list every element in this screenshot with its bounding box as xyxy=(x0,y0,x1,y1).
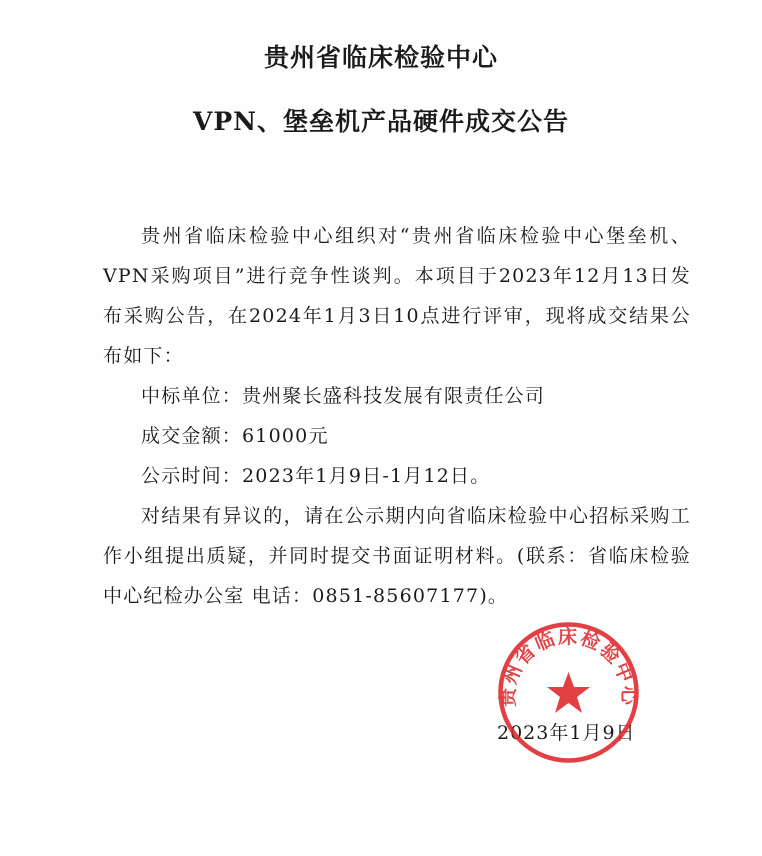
issue-date: 2023年1月9日 xyxy=(497,722,636,744)
objection-paragraph: 对结果有异议的，请在公示期内向省临床检验中心招标采购工作小组提出质疑，并同时提交书面证明材料。(联系：省临床检验中心纪检办公室 电话：0851-85607177)。 xyxy=(103,505,691,607)
star-icon xyxy=(547,672,590,713)
intro-paragraph: 贵州省临床检验中心组织对“贵州省临床检验中心堡垒机、VPN采购项目”进行竞争性谈判。本项目于2023年12月13日发布采购公告，在2024年1月3日10点进行评审，现将成交结果公布如下： xyxy=(103,225,691,367)
org-title: 贵州省临床检验中心 xyxy=(263,43,498,72)
winner-line: 中标单位：贵州聚长盛科技发展有限责任公司 xyxy=(141,385,546,407)
notice-body xyxy=(103,216,691,616)
official-seal xyxy=(496,620,641,765)
amount-line: 成交金额：61000元 xyxy=(141,425,329,447)
period-line: 公示时间：2023年1月9日-1月12日。 xyxy=(141,465,491,487)
notice-title: VPN、堡垒机产品硬件成交公告 xyxy=(192,107,570,136)
seal-text: 贵州省临床检验中心 xyxy=(497,625,640,707)
